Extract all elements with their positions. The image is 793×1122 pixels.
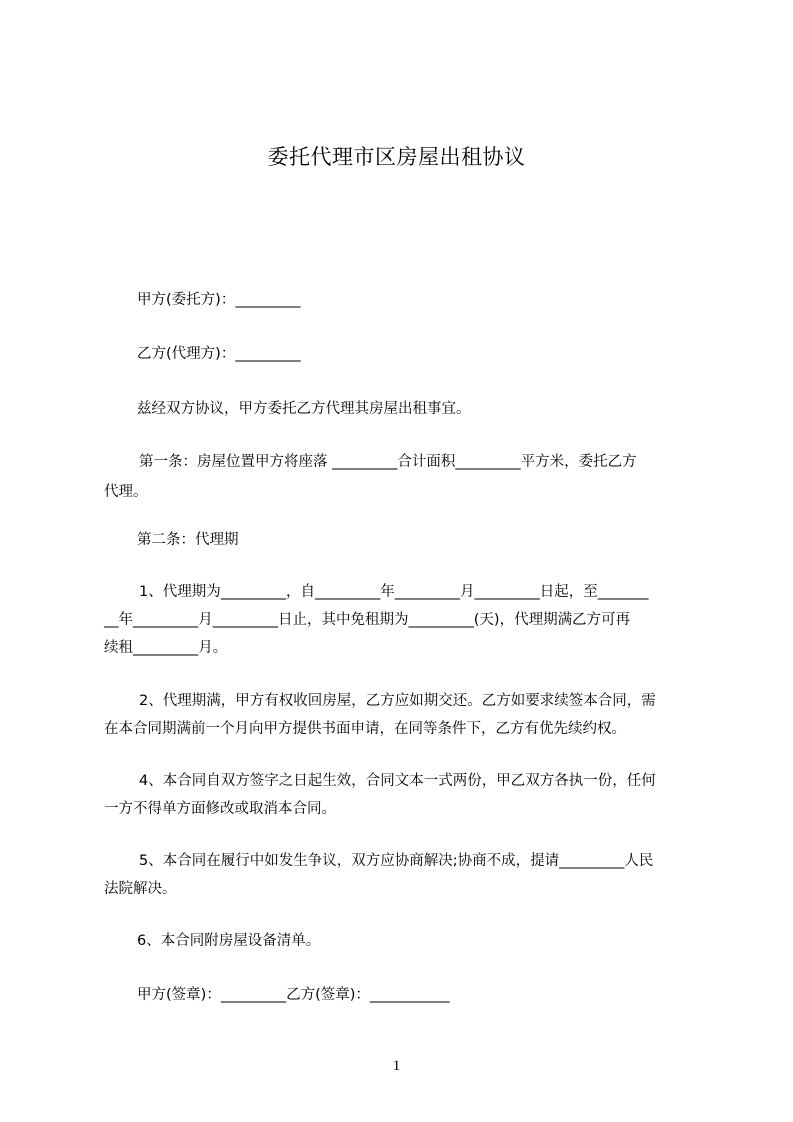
item-4-line-1: 4、本合同自双方签字之日起生效，合同文本一式两份，甲乙双方各执一份，任何 [139, 773, 656, 789]
item-5-line-2: 法院解决。 [104, 881, 177, 897]
party-a-line: 甲方(委托方)：_________ [137, 292, 301, 308]
item-2-line-1: 2、代理期满，甲方有权收回房屋，乙方应如期交还。乙方如要求续签本合同，需 [139, 693, 656, 709]
intro-paragraph: 兹经双方协议，甲方委托乙方代理其房屋出租事宜。 [137, 401, 471, 417]
article-1-line-1: 第一条：房屋位置甲方将座落 _________合计面积_________平方米，委托乙方 [139, 454, 637, 470]
item-1-line-3: 续租_________月。 [104, 640, 228, 656]
item-5-line-1: 5、本合同在履行中如发生争议，双方应协商解决;协商不成，提请_________人民 [139, 853, 654, 869]
item-6-line: 6、本合同附房屋设备清单。 [137, 933, 321, 949]
party-b-line: 乙方(代理方)：_________ [137, 346, 301, 362]
article-1-line-2: 代理。 [104, 484, 148, 500]
signature-line: 甲方(签章)：_________乙方(签章)：___________ [137, 987, 450, 1003]
document-title: 委托代理市区房屋出租协议 [267, 145, 526, 169]
item-4-line-2: 一方不得单方面修改或取消本合同。 [104, 801, 336, 817]
page-number: 1 [392, 1058, 401, 1074]
item-2-line-2: 在本合同期满前一个月向甲方提供书面申请，在同等条件下，乙方有优先续约权。 [104, 721, 626, 737]
article-2-heading: 第二条：代理期 [137, 532, 239, 548]
item-1-line-2: __年_________月_________日止，其中免租期为_________(天)，代理期满乙方可再 [104, 612, 631, 628]
item-1-line-1: 1、代理期为_________，自_________年_________月_________日起，至_______ [139, 584, 649, 600]
